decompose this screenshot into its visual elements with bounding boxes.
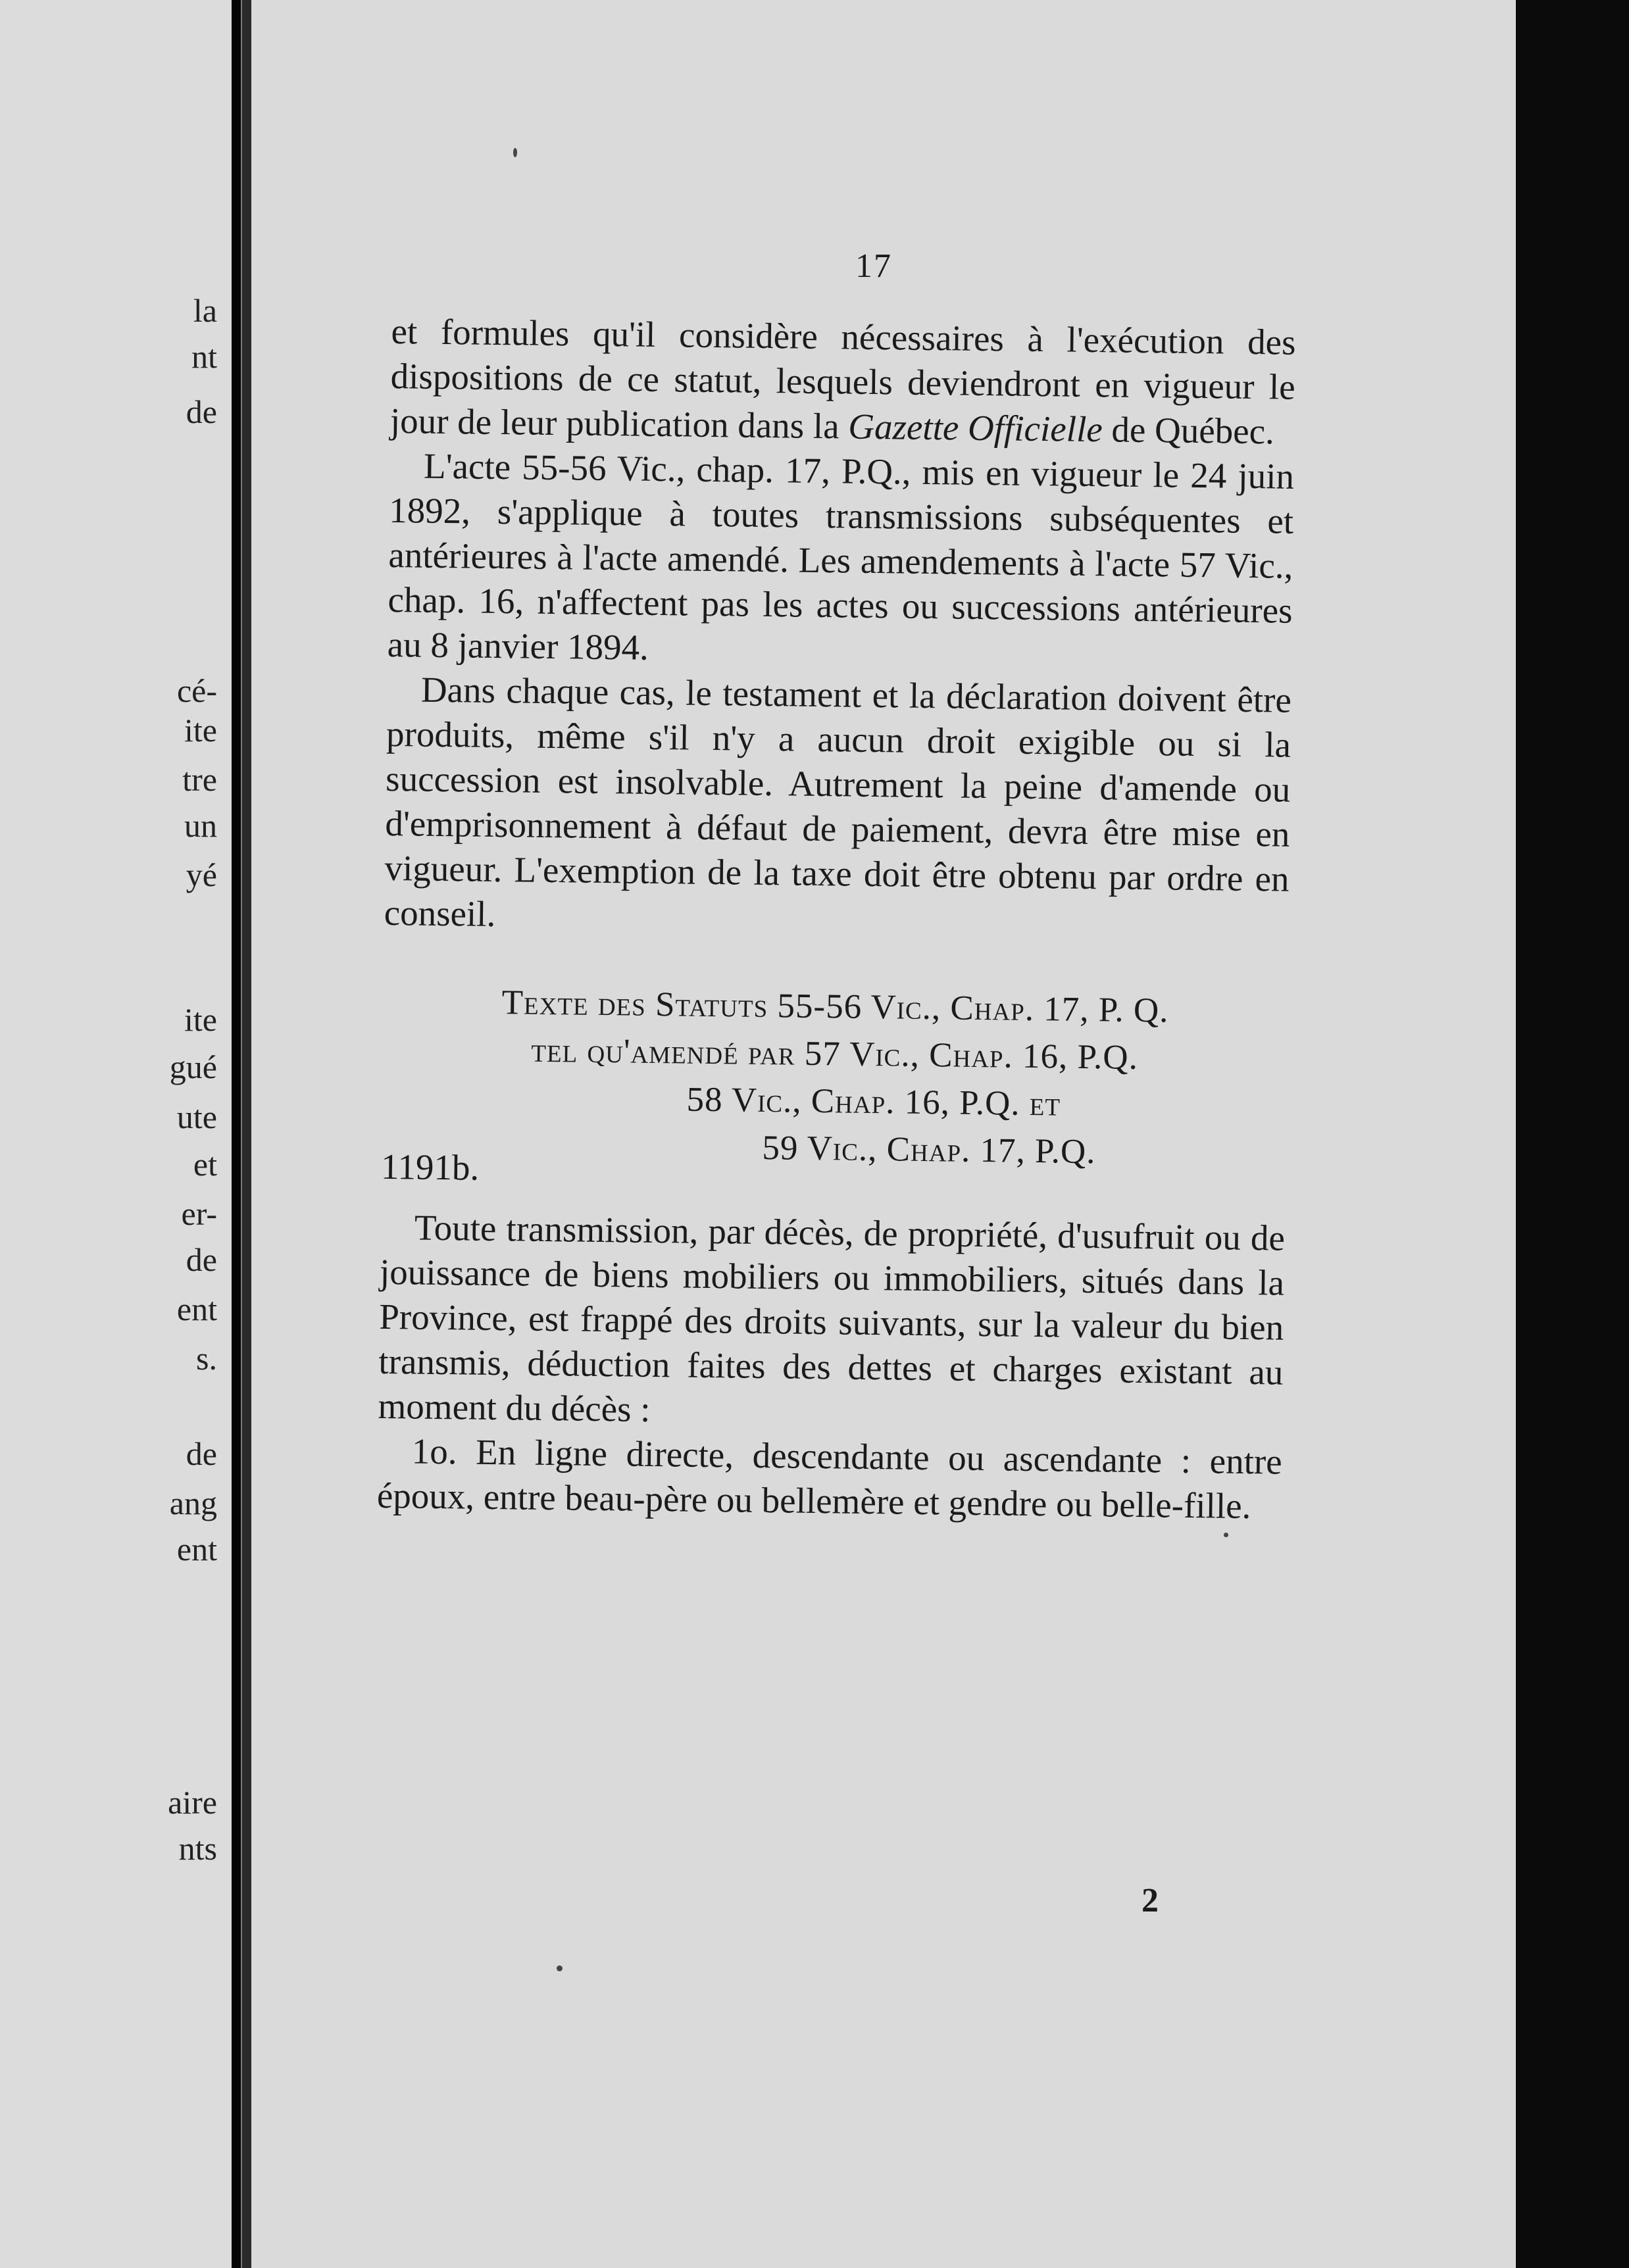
left-page-fragment: ite — [184, 1001, 217, 1038]
left-page-fragment: gué — [169, 1048, 217, 1085]
left-page-fragment: de — [186, 1241, 217, 1278]
previous-page-edge — [0, 0, 232, 2268]
paragraph-1 — [390, 309, 1296, 455]
statute-heading-line-1: Texte des Statuts 55-56 Vic., Chap. 17, P. Q. — [501, 983, 1169, 1030]
paragraph-1-text: et formules qu'il considère nécessaires à l'exécution des dispositions de ce statut, lesquels deviendront en vigueur le jour de leur publication dans la — [389, 310, 1296, 447]
paragraph-5: 1o. En ligne directe, descendante ou ascendante : entre époux, entre beau-père ou bellemère et gendre ou belle-fille. — [376, 1431, 1283, 1527]
left-page-fragment: un — [184, 807, 217, 844]
left-page-fragment: ang — [169, 1485, 217, 1521]
left-page-fragment: er- — [181, 1195, 217, 1232]
left-page-fragment: nt — [191, 338, 217, 375]
left-page-fragment: ite — [184, 712, 217, 749]
scan-speck — [1224, 1533, 1228, 1537]
left-page-fragment: aire — [168, 1784, 217, 1821]
gazette-title: Gazette Officielle — [847, 406, 1103, 450]
left-page-fragment: tre — [182, 761, 217, 798]
scan-speck — [513, 148, 517, 157]
left-page-fragment: et — [193, 1146, 217, 1183]
left-page-fragment: s. — [196, 1340, 217, 1377]
signature-mark: 2 — [1141, 1882, 1159, 1919]
left-page-fragment: nts — [178, 1830, 217, 1867]
left-page-fragment: de — [186, 1435, 217, 1472]
statute-heading-line-3: 58 Vic., Chap. 16, P.Q. et — [686, 1080, 1061, 1123]
scan-speck — [557, 1965, 563, 1971]
paragraph-2: L'acte 55-56 Vic., chap. 17, P.Q., mis en vigueur le 24 juin 1892, s'applique à toutes transmissions subséquentes et antérieures à l'acte amendé. Les amendements à l'acte 57 Vic., chap. 16, n'affectent pas les actes ou successions antérieures au 8 janvier 1894. — [387, 445, 1295, 668]
statute-heading-line-4: 59 Vic., Chap. 17, P.Q. — [762, 1128, 1096, 1171]
left-page-fragment: cé- — [176, 672, 217, 709]
left-page-fragment: yé — [186, 856, 217, 893]
paragraph-1-end: de Québec. — [1111, 409, 1275, 452]
page-text-column — [377, 309, 1296, 1529]
article-number: 1191b. — [380, 1146, 480, 1188]
paragraph-4: Toute transmission, par décès, de propriété, d'usufruit ou de jouissance de biens mobiliers ou immobiliers, situés dans la Province, est frappé des droits suivants, sur la valeur du bien transmis, déduction faites des dettes et charges existant au moment du décès : — [378, 1207, 1286, 1429]
statute-heading — [381, 977, 1288, 1178]
paragraph-3: Dans chaque cas, le testament et la déclaration doivent être produits, même s'il n'y a aucun droit exigible ou si la succession est insolvable. Autrement la peine d'amende ou d'emprisonnement à défaut de paiement, devra être mise en vigueur. L'exemption de la taxe doit être obtenu par ordre en conseil. — [384, 669, 1292, 935]
left-page-fragment: ute — [176, 1098, 217, 1135]
page-number: 17 — [855, 247, 892, 285]
left-page-fragment: la — [193, 292, 217, 329]
left-page-fragment: ent — [176, 1531, 217, 1567]
statute-heading-line-2: tel qu'amendé par 57 Vic., Chap. 16, P.Q. — [531, 1031, 1139, 1077]
left-page-fragment: ent — [176, 1291, 217, 1327]
book-spine — [242, 0, 251, 2268]
scan-border — [1516, 0, 1629, 2268]
page-edge-shadow — [232, 0, 241, 2268]
left-page-fragment: de — [186, 393, 217, 430]
